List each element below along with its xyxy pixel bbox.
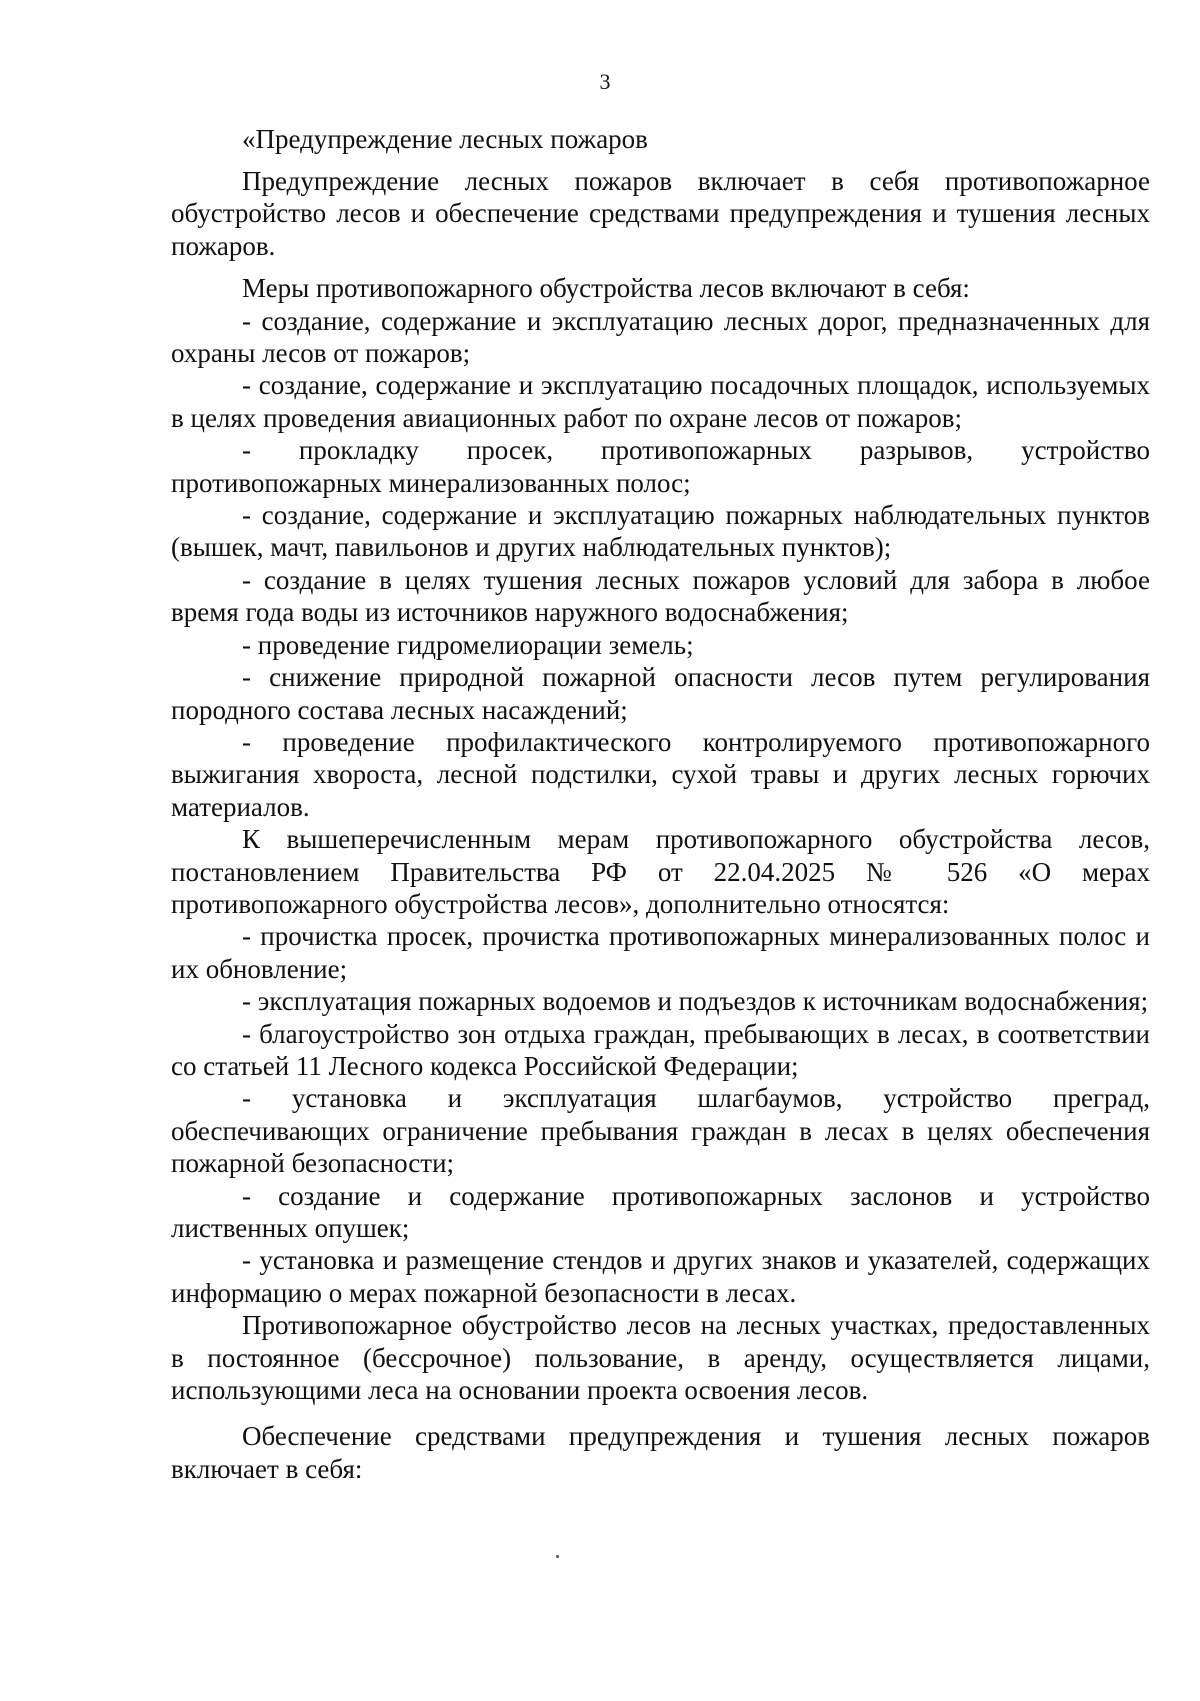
list-item: - создание, содержание и эксплуатацию посадочных площадок, используемых в целях проведения авиационных работ по охране лесов от пожаров; <box>171 370 1150 433</box>
paragraph-land-plots: Противопожарное обустройство лесов на лесных участках, предоставленных в постоянное (бессрочное) пользование, в аренду, осуществляется лицами, использующими леса на основании проекта освоения лесов. <box>171 1310 1150 1406</box>
body-text <box>171 165 1150 1485</box>
paragraph-intro: Предупреждение лесных пожаров включает в себя противопожарное обустройство лесов и обеспечение средствами предупреждения и тушения лесных пожаров. <box>171 166 1150 261</box>
list-item: - проведение профилактического контролируемого противопожарного выжигания хвороста, лесной подстилки, сухой травы и других лесных горючих материалов. <box>171 726 1150 822</box>
page-number: 3 <box>599 69 611 94</box>
paragraph-means-provision: Обеспечение средствами предупреждения и тушения лесных пожаров включает в себя: <box>171 1421 1150 1484</box>
list-item: - создание в целях тушения лесных пожаров условий для забора в любое время года воды из источников наружного водоснабжения; <box>171 564 1150 628</box>
list-item: - снижение природной пожарной опасности лесов путем регулирования породного состава лесных насаждений; <box>171 662 1150 725</box>
list-item: - эксплуатация пожарных водоемов и подъездов к источникам водоснабжения; <box>242 986 1149 1017</box>
list-item: - прочистка просек, прочистка противопожарных минерализованных полос и их обновление; <box>171 921 1150 984</box>
section-heading: «Предупреждение лесных пожаров <box>242 124 648 154</box>
list-item: - создание и содержание противопожарных заслонов и устройство лиственных опушек; <box>171 1180 1150 1243</box>
list-item: - благоустройство зон отдыха граждан, пребывающих в лесах, в соответствии со статьей 11 Лесного кодекса Российской Федерации; <box>171 1018 1150 1081</box>
list-item: - проведение гидромелиорации земель; <box>242 629 694 660</box>
list-item: - создание, содержание и эксплуатацию пожарных наблюдательных пунктов (вышек, мачт, павильонов и других наблюдательных пунктов); <box>171 500 1150 563</box>
list-item: - установка и размещение стендов и других знаков и указателей, содержащих информацию о мерах пожарной безопасности в лесах. <box>171 1245 1150 1308</box>
list-item: - создание, содержание и эксплуатацию лесных дорог, предназначенных для охраны лесов от пожаров; <box>171 305 1150 369</box>
scan-speck <box>556 1555 559 1558</box>
paragraph-measures-lead: Меры противопожарного обустройства лесов включают в себя: <box>242 273 970 304</box>
paragraph-additional-measures: К вышеперечисленным мерам противопожарного обустройства лесов, постановлением Правительства РФ от 22.04.2025 № 526 «О мерах противопожарного обустройства лесов», дополнительно относятся: <box>171 824 1150 919</box>
list-item: - установка и эксплуатация шлагбаумов, устройство преград, обеспечивающих ограничение пребывания граждан в лесах в целях обеспечения пожарной безопасности; <box>171 1083 1150 1179</box>
list-item: - прокладку просек, противопожарных разрывов, устройство противопожарных минерализованных полос; <box>171 435 1150 498</box>
